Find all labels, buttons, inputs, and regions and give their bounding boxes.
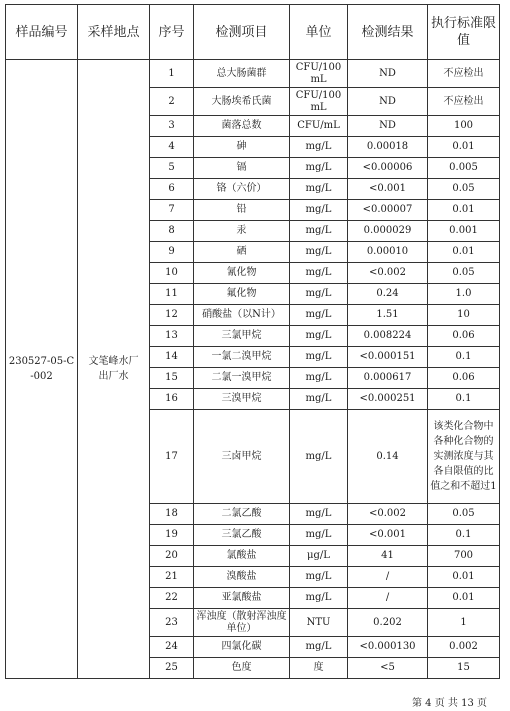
cell-limit: 0.06 (428, 368, 500, 389)
cell-seq: 20 (150, 546, 194, 567)
cell-result: 41 (348, 546, 428, 567)
cell-result: 0.00010 (348, 242, 428, 263)
cell-limit: 15 (428, 658, 500, 679)
sample-id-cell: 230527-05-C-002 (6, 60, 78, 679)
cell-limit: 不应检出 (428, 60, 500, 88)
header-location: 采样地点 (78, 5, 150, 60)
cell-result: <0.001 (348, 525, 428, 546)
cell-item: 三溴甲烷 (194, 389, 290, 410)
cell-item: 氟化物 (194, 284, 290, 305)
cell-result: 0.202 (348, 609, 428, 637)
cell-result: <0.002 (348, 263, 428, 284)
cell-limit: 0.005 (428, 158, 500, 179)
sample-location-cell: 文笔峰水厂出厂水 (78, 60, 150, 679)
cell-item: 二氯乙酸 (194, 504, 290, 525)
cell-item: 三卤甲烷 (194, 410, 290, 504)
cell-unit: 度 (290, 658, 348, 679)
cell-result: ND (348, 88, 428, 116)
cell-result: <0.000130 (348, 637, 428, 658)
cell-result: <5 (348, 658, 428, 679)
cell-result: / (348, 588, 428, 609)
cell-item: 铅 (194, 200, 290, 221)
cell-item: 硒 (194, 242, 290, 263)
cell-item: 浑浊度（散射浑浊度单位） (194, 609, 290, 637)
cell-item: 大肠埃希氏菌 (194, 88, 290, 116)
header-unit: 单位 (290, 5, 348, 60)
cell-unit: mg/L (290, 389, 348, 410)
cell-limit: 0.1 (428, 525, 500, 546)
cell-limit: 0.1 (428, 347, 500, 368)
cell-item: 铬（六价） (194, 179, 290, 200)
cell-seq: 3 (150, 116, 194, 137)
cell-seq: 15 (150, 368, 194, 389)
cell-seq: 16 (150, 389, 194, 410)
cell-item: 菌落总数 (194, 116, 290, 137)
cell-item: 汞 (194, 221, 290, 242)
cell-unit: CFU/100mL (290, 60, 348, 88)
cell-unit: mg/L (290, 221, 348, 242)
cell-seq: 10 (150, 263, 194, 284)
cell-limit: 0.05 (428, 263, 500, 284)
cell-unit: mg/L (290, 347, 348, 368)
cell-limit: 0.002 (428, 637, 500, 658)
cell-result: 0.00018 (348, 137, 428, 158)
cell-limit: 0.01 (428, 588, 500, 609)
cell-limit: 700 (428, 546, 500, 567)
cell-item: 四氯化碳 (194, 637, 290, 658)
results-table (5, 4, 500, 679)
cell-unit: mg/L (290, 637, 348, 658)
cell-limit: 0.01 (428, 200, 500, 221)
cell-seq: 6 (150, 179, 194, 200)
cell-seq: 4 (150, 137, 194, 158)
cell-limit: 1.0 (428, 284, 500, 305)
cell-item: 氰化物 (194, 263, 290, 284)
cell-result: 0.24 (348, 284, 428, 305)
cell-seq: 13 (150, 326, 194, 347)
cell-item: 溴酸盐 (194, 567, 290, 588)
cell-result: <0.00006 (348, 158, 428, 179)
header-item: 检测项目 (194, 5, 290, 60)
cell-limit: 10 (428, 305, 500, 326)
cell-limit: 100 (428, 116, 500, 137)
cell-limit: 0.1 (428, 389, 500, 410)
cell-result: 0.14 (348, 410, 428, 504)
cell-seq: 17 (150, 410, 194, 504)
cell-result: ND (348, 60, 428, 88)
cell-result: 0.008224 (348, 326, 428, 347)
cell-item: 二氯一溴甲烷 (194, 368, 290, 389)
cell-seq: 12 (150, 305, 194, 326)
cell-limit: 0.01 (428, 242, 500, 263)
cell-limit: 1 (428, 609, 500, 637)
cell-unit: mg/L (290, 179, 348, 200)
cell-seq: 1 (150, 60, 194, 88)
cell-seq: 14 (150, 347, 194, 368)
cell-unit: μg/L (290, 546, 348, 567)
cell-result: <0.002 (348, 504, 428, 525)
cell-limit: 0.06 (428, 326, 500, 347)
header-sample-id: 样品编号 (6, 5, 78, 60)
cell-unit: mg/L (290, 410, 348, 504)
cell-unit: mg/L (290, 158, 348, 179)
cell-limit: 该类化合物中各种化合物的实测浓度与其各自限值的比值之和不超过1 (428, 410, 500, 504)
cell-unit: mg/L (290, 504, 348, 525)
cell-seq: 2 (150, 88, 194, 116)
cell-seq: 22 (150, 588, 194, 609)
cell-seq: 18 (150, 504, 194, 525)
cell-result: ND (348, 116, 428, 137)
cell-result: / (348, 567, 428, 588)
cell-unit: mg/L (290, 368, 348, 389)
cell-limit: 0.05 (428, 504, 500, 525)
cell-item: 三氯乙酸 (194, 525, 290, 546)
cell-seq: 21 (150, 567, 194, 588)
cell-unit: mg/L (290, 305, 348, 326)
cell-unit: mg/L (290, 242, 348, 263)
cell-result: <0.001 (348, 179, 428, 200)
header-row (6, 5, 500, 60)
cell-unit: mg/L (290, 326, 348, 347)
cell-unit: mg/L (290, 263, 348, 284)
cell-seq: 25 (150, 658, 194, 679)
cell-limit: 0.01 (428, 137, 500, 158)
page-footer: 第 4 页 共 13 页 (412, 698, 487, 709)
cell-limit: 0.001 (428, 221, 500, 242)
cell-seq: 24 (150, 637, 194, 658)
table-row (6, 60, 500, 88)
cell-seq: 9 (150, 242, 194, 263)
cell-seq: 11 (150, 284, 194, 305)
cell-result: 0.000617 (348, 368, 428, 389)
cell-seq: 19 (150, 525, 194, 546)
cell-unit: CFU/mL (290, 116, 348, 137)
cell-item: 三氯甲烷 (194, 326, 290, 347)
cell-result: <0.000251 (348, 389, 428, 410)
cell-result: 0.000029 (348, 221, 428, 242)
cell-seq: 23 (150, 609, 194, 637)
cell-unit: mg/L (290, 200, 348, 221)
cell-item: 一氯二溴甲烷 (194, 347, 290, 368)
cell-item: 镉 (194, 158, 290, 179)
cell-unit: mg/L (290, 137, 348, 158)
header-result: 检测结果 (348, 5, 428, 60)
cell-unit: NTU (290, 609, 348, 637)
cell-unit: mg/L (290, 284, 348, 305)
cell-item: 总大肠菌群 (194, 60, 290, 88)
header-standard: 执行标准限值 (428, 5, 500, 60)
header-seq: 序号 (150, 5, 194, 60)
cell-seq: 7 (150, 200, 194, 221)
cell-result: 1.51 (348, 305, 428, 326)
cell-item: 色度 (194, 658, 290, 679)
cell-item: 氯酸盐 (194, 546, 290, 567)
cell-limit: 0.01 (428, 567, 500, 588)
cell-unit: mg/L (290, 525, 348, 546)
cell-unit: mg/L (290, 588, 348, 609)
cell-seq: 5 (150, 158, 194, 179)
cell-result: <0.00007 (348, 200, 428, 221)
cell-limit: 0.05 (428, 179, 500, 200)
cell-unit: mg/L (290, 567, 348, 588)
cell-limit: 不应检出 (428, 88, 500, 116)
cell-unit: CFU/100mL (290, 88, 348, 116)
cell-item: 硝酸盐（以N计） (194, 305, 290, 326)
cell-item: 砷 (194, 137, 290, 158)
cell-item: 亚氯酸盐 (194, 588, 290, 609)
table-body (6, 60, 500, 679)
cell-result: <0.000151 (348, 347, 428, 368)
cell-seq: 8 (150, 221, 194, 242)
